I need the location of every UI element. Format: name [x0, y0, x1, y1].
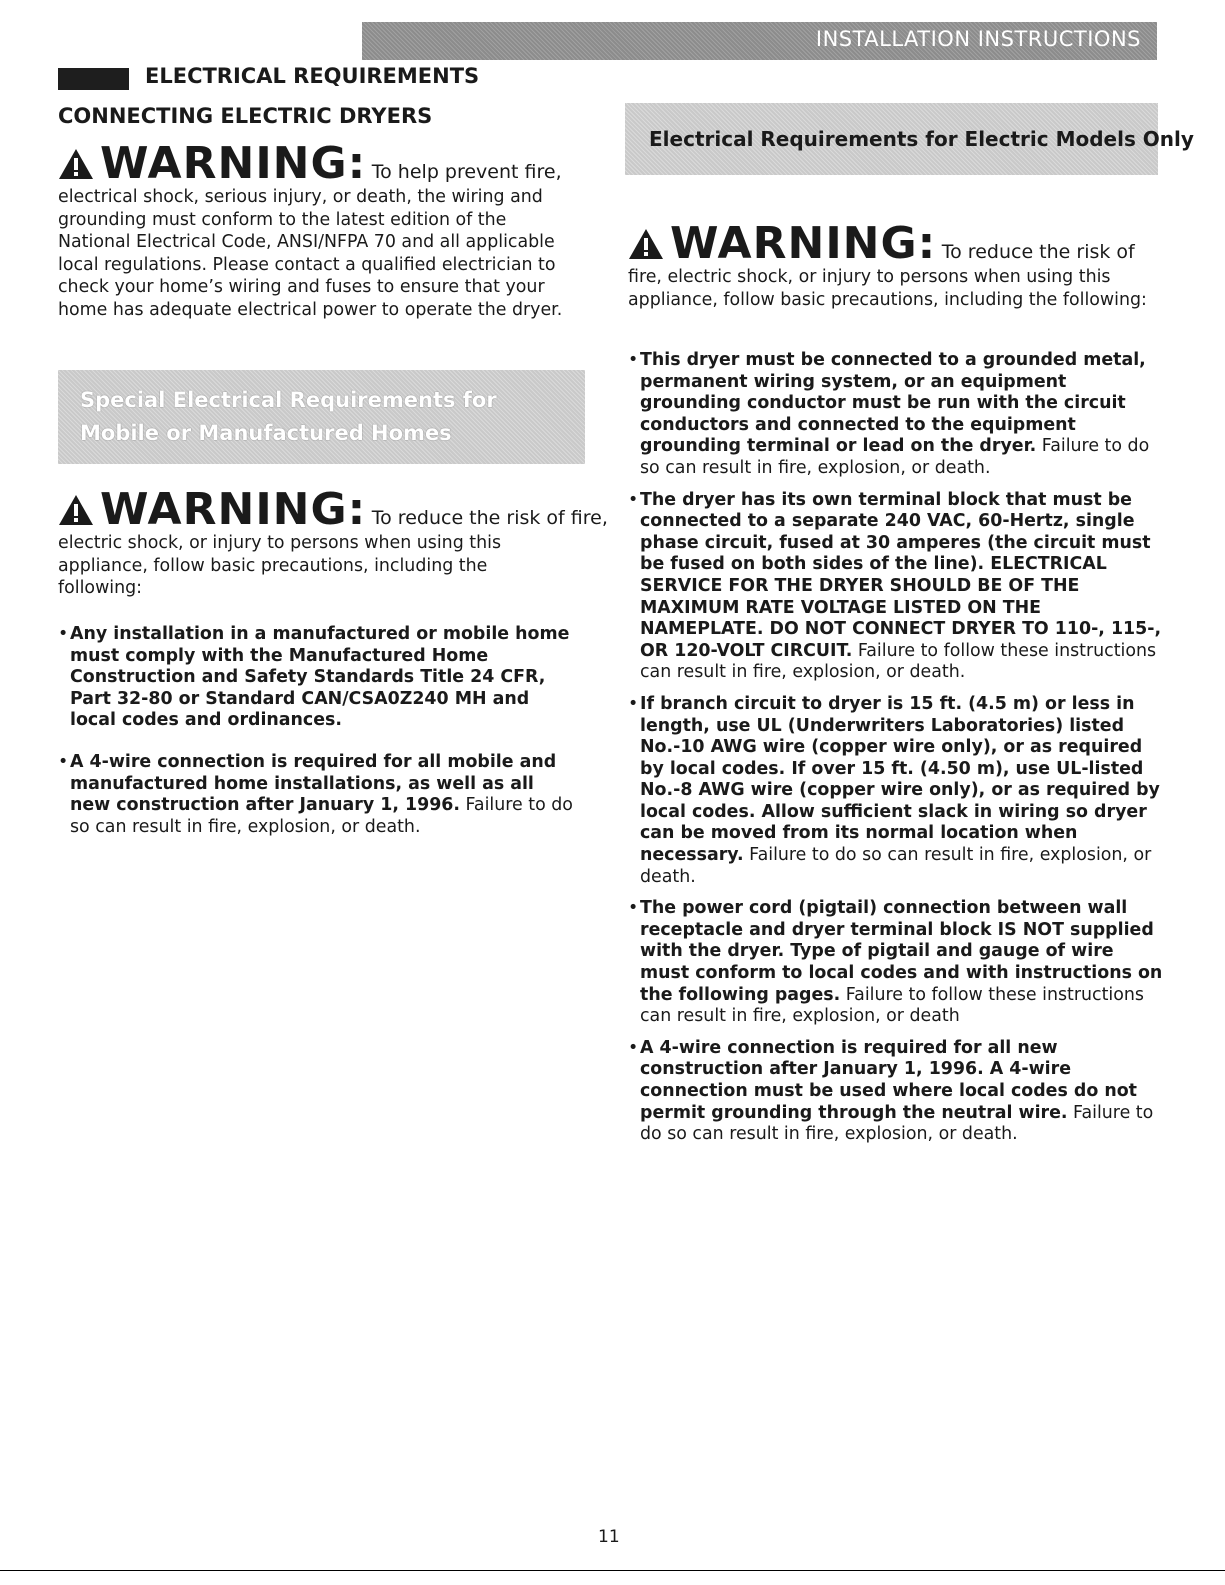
warning-triangle-icon [58, 148, 94, 180]
list-item [58, 752, 573, 838]
mobile-homes-banner [58, 370, 585, 464]
list-item [58, 624, 573, 732]
mobile-home-requirements-list [58, 624, 573, 852]
header-band [362, 22, 1157, 60]
list-item-bold: A 4-wire connection is required for all mobile and manufactured home installations, as well as all new construction after January 1, 1996. [70, 751, 557, 816]
list-item-text: Failure to follow these instructions can result in fire, explosion, or death. [640, 640, 1157, 683]
warning-lead: To reduce the risk of fire, [371, 507, 608, 529]
list-item [628, 898, 1168, 1028]
page-number: 11 [598, 1527, 620, 1547]
warning-block-2 [58, 484, 608, 600]
list-item-bold: If branch circuit to dryer is 15 ft. (4.5 m) or less in length, use UL (Underwriters Laboratories) listed No.-10 AWG wire (copper wire only), or as required by local codes. If over 15 ft. (4.50 m), use UL-listed No.-8 AWG wire (copper wire only), or as required by local codes. Allow sufficient slack in wiring so dryer can be moved from its normal location when necessary. [640, 693, 1160, 866]
warning-body: fire, electric shock, or injury to persons when using this appliance, follow basic precautions, including the following: [628, 267, 1147, 310]
warning-label: WARNING: [100, 484, 367, 535]
bottom-rule [0, 1570, 1225, 1571]
warning-lead: To help prevent fire, [371, 161, 562, 183]
list-item-bold: Any installation in a manufactured or mobile home must comply with the Manufactured Home Construction and Safety Standards Title 24 CFR, Part 32-80 or Standard CAN/CSA0Z240 MH and local codes and ordinances. [70, 624, 570, 731]
header-title: INSTALLATION INSTRUCTIONS [815, 27, 1141, 51]
section-title: ELECTRICAL REQUIREMENTS [145, 64, 480, 88]
warning-lead: To reduce the risk of [941, 241, 1135, 263]
list-item [628, 694, 1168, 888]
list-item-bold: This dryer must be connected to a grounded metal, permanent wiring system, or an equipment grounding conductor must be run with the circuit conductors and connected to the equipment grounding terminal or lead on the dryer. [640, 350, 1146, 457]
list-item-text: Failure to do so can result in fire, explosion, or death. [640, 1102, 1154, 1145]
electric-models-banner-text: Electrical Requirements for Electric Models Only [649, 127, 1194, 151]
warning-label: WARNING: [100, 138, 367, 189]
section-marker [58, 68, 129, 90]
list-item-bold: The dryer has its own terminal block that must be connected to a separate 240 VAC, 60-Hertz, single phase circuit, fused at 30 amperes (the circuit must be fused on both sides of the line). ELECTRICAL SERVICE FOR THE DRYER SHOULD BE OF THE MAXIMUM RATE VOLTAGE LISTED ON THE NAMEPLATE. DO NOT CONNECT DRYER TO 110-, 115-, OR 120-VOLT CIRCUIT. [640, 489, 1162, 661]
list-item [628, 490, 1168, 684]
electric-requirements-list [628, 350, 1168, 1156]
electric-models-banner [625, 103, 1194, 175]
list-item-text: Failure to do so can result in fire, explosion, or death. [640, 845, 1152, 887]
section-subtitle: CONNECTING ELECTRIC DRYERS [58, 104, 433, 128]
list-item-text: Failure to do so can result in fire, explosion, or death. [640, 436, 1150, 478]
list-item-text: Failure to do so can result in fire, explosion, or death. [70, 795, 573, 837]
warning-body: electric shock, or injury to persons when using this appliance, follow basic precautions, including the following: [58, 533, 502, 598]
warning-block-3 [628, 218, 1163, 311]
warning-triangle-icon [58, 494, 94, 526]
list-item [628, 350, 1168, 480]
warning-label: WARNING: [670, 218, 937, 269]
list-item-bold: A 4-wire connection is required for all new construction after January 1, 1996. A 4-wire connection must be used where local codes do not permit grounding through the neutral wire. [640, 1037, 1137, 1123]
mobile-homes-banner-text: Special Electrical Requirements for Mobile or Manufactured Homes [80, 388, 497, 445]
warning-block-1 [58, 138, 578, 321]
list-item [628, 1038, 1168, 1146]
warning-body: electrical shock, serious injury, or death, the wiring and grounding must conform to the latest edition of the National Electrical Code, ANSI/NFPA 70 and all applicable local regulations. Please contact a qualified electrician to check your home’s wiring and fuses to ensure that your home has adequate electrical power to operate the dryer. [58, 187, 563, 320]
warning-triangle-icon [628, 228, 664, 260]
list-item-text: Failure to follow these instructions can result in fire, explosion, or death [640, 984, 1144, 1027]
list-item-bold: The power cord (pigtail) connection between wall receptacle and dryer terminal block IS NOT supplied with the dryer. Type of pigtail and gauge of wire must conform to local codes and with instructions on the following pages. [640, 898, 1163, 1005]
